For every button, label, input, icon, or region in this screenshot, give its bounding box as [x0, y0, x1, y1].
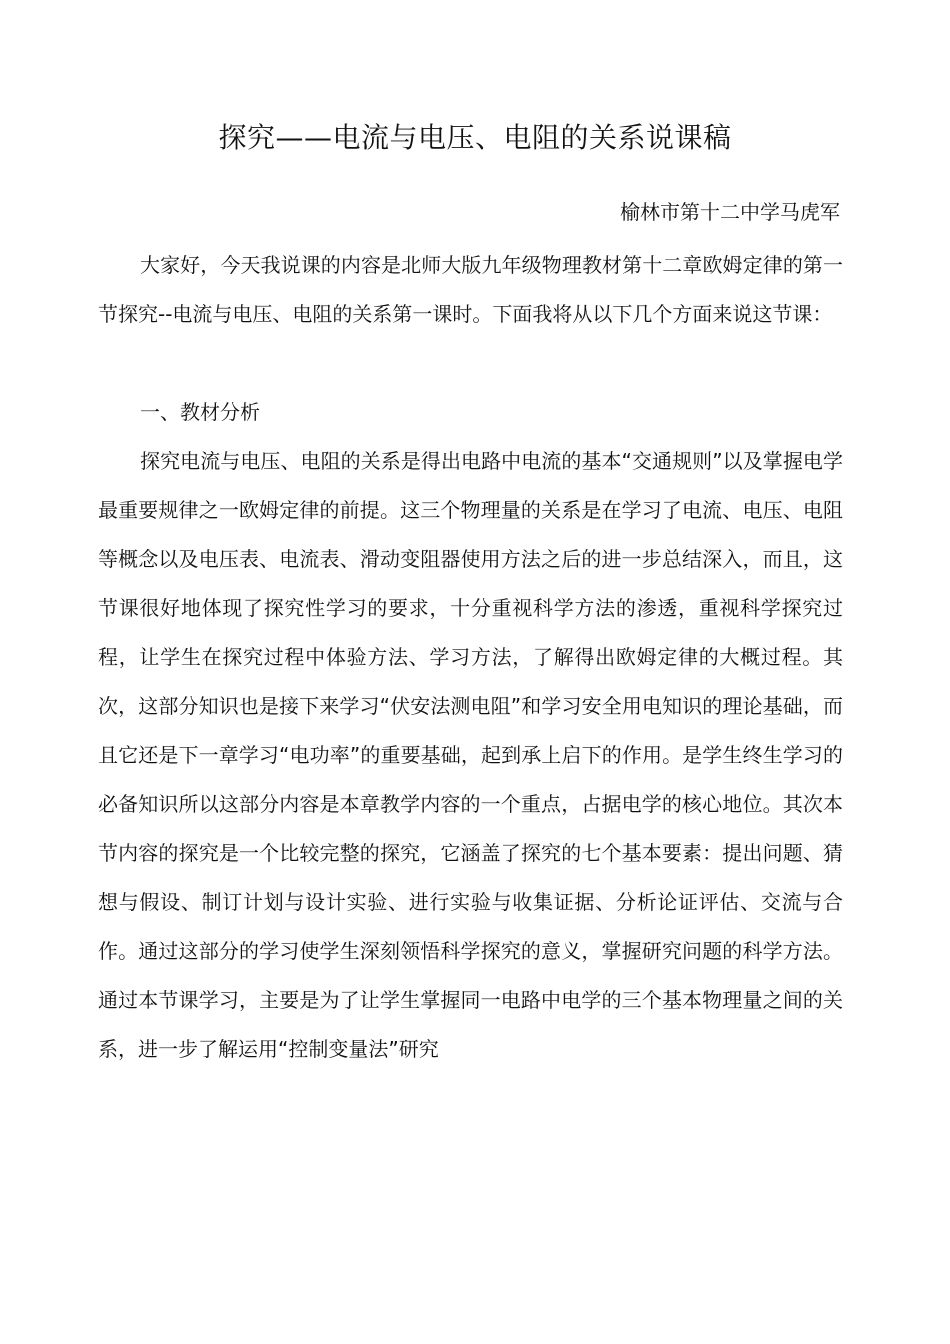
section-heading: 一、教材分析	[140, 400, 260, 424]
intro-paragraph: 大家好，今天我说课的内容是北师大版九年级物理教材第十二章欧姆定律的第一节探究--电流与电压、电阻的关系第一课时。下面我将从以下几个方面来说这节课：	[98, 253, 843, 326]
author-line: 榆林市第十二中学马虎军	[620, 200, 840, 224]
document-title: 探究——电流与电压、电阻的关系说课稿	[218, 121, 732, 154]
analysis-paragraph: 探究电流与电压、电阻的关系是得出电路中电流的基本“交通规则”以及掌握电学最重要规律之一欧姆定律的前提。这三个物理量的关系是在学习了电流、电压、电阻等概念以及电压表、电流表、滑动变阻器使用方法之后的进一步总结深入，而且，这节课很好地体现了探究性学习的要求，十分重视科学方法的渗透，重视科学探究过程，让学生在探究过程中体验方法、学习方法，了解得出欧姆定律的大概过程。其次，这部分知识也是接下来学习“伏安法测电阻”和学习安全用电知识的理论基础，而且它还是下一章学习“电功率”的重要基础，起到承上启下的作用。是学生终生学习的必备知识所以这部分内容是本章教学内容的一个重点，占据电学的核心地位。其次本节内容的探究是一个比较完整的探究，它涵盖了探究的七个基本要素：提出问题、猜想与假设、制订计划与设计实验、进行实验与收集证据、分析论证评估、交流与合作。通过这部分的学习使学生深刻领悟科学探究的意义，掌握研究问题的科学方法。通过本节课学习，主要是为了让学生掌握同一电路中电学的三个基本物理量之间的关系，进一步了解运用“控制变量法”研究	[98, 449, 843, 1061]
